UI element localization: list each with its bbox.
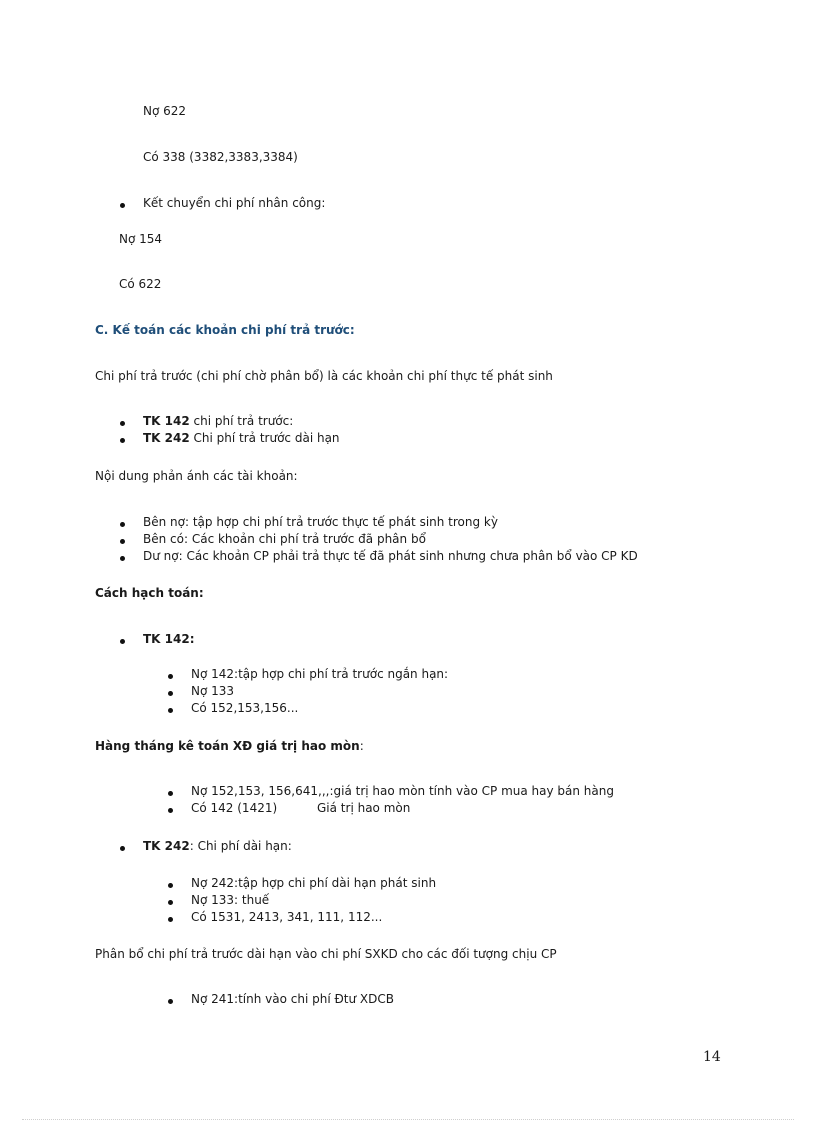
bullet-icon	[120, 539, 125, 544]
list-item: Dư nợ: Các khoản CP phải trả thực tế đã phát sinh nhưng chưa phân bổ vào CP KD	[143, 549, 638, 563]
hao-mon-suffix: :	[359, 739, 364, 753]
bullet-icon	[168, 999, 173, 1004]
tk242-label	[143, 839, 292, 854]
bullet-icon	[168, 691, 173, 696]
tk242-code: TK 242	[143, 839, 190, 853]
tk142-label: TK 142:	[143, 632, 195, 646]
bullet-icon	[120, 421, 125, 426]
account-tk242	[143, 431, 340, 446]
list-item: Bên có: Các khoản chi phí trả trước đã phân bổ	[143, 532, 426, 546]
list-item: Nợ 142:tập hợp chi phí trả trước ngắn hạn:	[191, 667, 449, 681]
bullet-icon	[168, 674, 173, 679]
bullet-icon	[120, 203, 125, 208]
list-item: Nợ 241:tính vào chi phí Đtư XDCB	[191, 992, 394, 1006]
entry-co-338: Có 338 (3382,3383,3384)	[143, 150, 298, 164]
hao-mon-value: Giá trị hao mòn	[317, 801, 411, 815]
list-item: Nợ 133: thuế	[191, 893, 270, 907]
section-c-heading: C. Kế toán các khoản chi phí trả trước:	[95, 323, 355, 337]
entry-co-622: Có 622	[119, 277, 162, 291]
account-code: TK 242	[143, 431, 190, 445]
list-item: Bên nợ: tập hợp chi phí trả trước thực tế phát sinh trong kỳ	[143, 515, 498, 529]
hao-mon-title: Hàng tháng kê toán XĐ giá trị hao mòn	[95, 739, 360, 753]
bullet-icon	[168, 900, 173, 905]
account-tk142	[143, 414, 293, 429]
hao-mon-heading	[95, 739, 364, 754]
cach-hach-toan-title: Cách hạch toán:	[95, 586, 204, 600]
list-item: Nợ 152,153, 156,641,,,:giá trị hao mòn tính vào CP mua hay bán hàng	[191, 784, 614, 798]
entry-no-154: Nợ 154	[119, 232, 163, 246]
list-item: Có 152,153,156...	[191, 701, 299, 715]
bullet-icon	[168, 708, 173, 713]
bullet-icon	[120, 438, 125, 443]
bullet-icon	[168, 917, 173, 922]
tk242-desc: : Chi phí dài hạn:	[189, 839, 292, 853]
list-item: Nợ 242:tập hợp chi phí dài hạn phát sinh	[191, 876, 437, 890]
account-desc: Chi phí trả trước dài hạn	[189, 431, 340, 445]
bullet-icon	[120, 639, 125, 644]
phan-bo-text: Phân bổ chi phí trả trước dài hạn vào chi phí SXKD cho các đối tượng chịu CP	[95, 947, 557, 961]
content-label: Nội dung phản ánh các tài khoản:	[95, 469, 298, 483]
list-item: Có 142 (1421)	[191, 801, 278, 815]
bullet-icon	[120, 556, 125, 561]
bullet-icon	[168, 883, 173, 888]
bullet-icon	[168, 791, 173, 796]
account-code: TK 142	[143, 414, 190, 428]
account-desc: chi phí trả trước:	[189, 414, 294, 428]
list-item: Nợ 133	[191, 684, 235, 698]
page-edge-divider	[22, 1119, 794, 1120]
bullet-icon	[120, 522, 125, 527]
bullet-icon	[120, 846, 125, 851]
bullet-icon	[168, 808, 173, 813]
ket-chuyen-label: Kết chuyển chi phí nhân công:	[143, 196, 326, 210]
section-c-intro: Chi phí trả trước (chi phí chờ phân bổ) là các khoản chi phí thực tế phát sinh	[95, 369, 553, 383]
entry-no-622: Nợ 622	[143, 104, 187, 118]
page-number: 14	[703, 1049, 721, 1065]
list-item: Có 1531, 2413, 341, 111, 112...	[191, 910, 383, 924]
